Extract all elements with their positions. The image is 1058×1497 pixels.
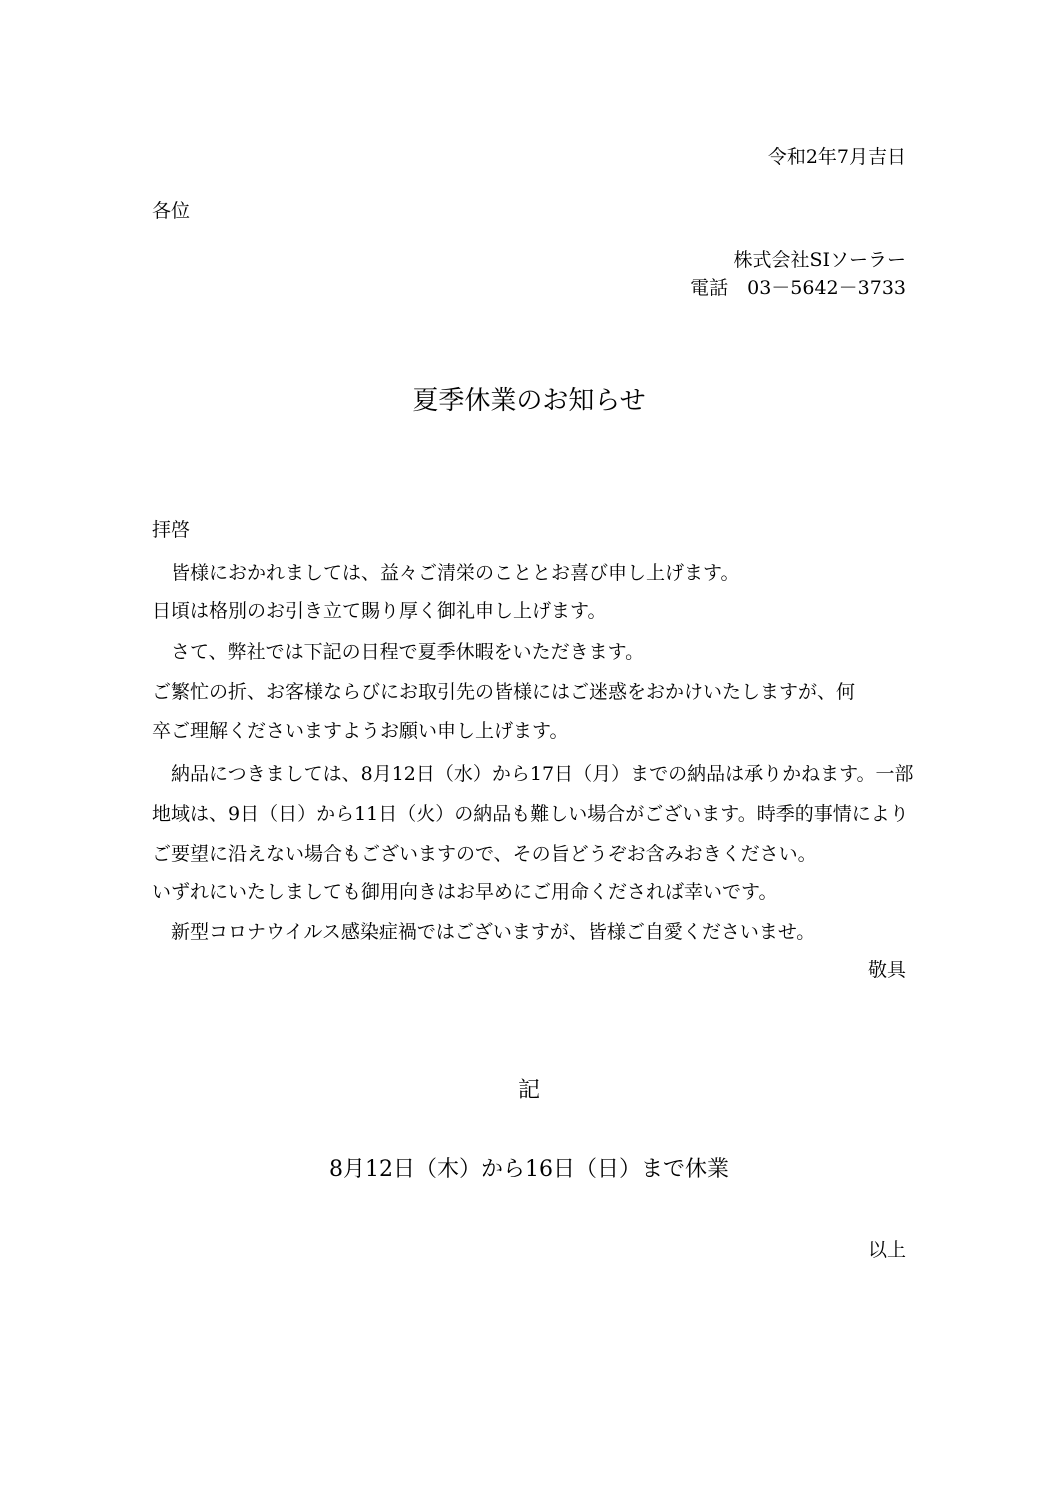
record-heading: 記 [517,1078,540,1103]
body-line: 皆様におかれましては、益々ご清栄のこととお喜び申し上げます。 [152,562,740,584]
body-line: 納品につきましては、8月12日（水）から17日（月）までの納品は承りかねます。一部 [152,763,914,785]
company-name: 株式会社SIソーラー [733,249,906,271]
body-line: 地域は、9日（日）から11日（火）の納品も難しい場合がございます。時季的事情により [152,803,909,825]
recipient: 各位 [152,200,191,222]
document-date: 令和2年7月吉日 [767,146,906,168]
body-line: いずれにいたしましても御用向きはお早めにご用命くだされば幸いです。 [152,881,778,903]
body-line: 卒ご理解くださいますようお願い申し上げます。 [152,720,569,742]
body-line: 新型コロナウイルス感染症禍ではございますが、皆様ご自愛くださいませ。 [152,921,816,943]
body-line: 日頃は格別のお引き立て賜り厚く御礼申し上げます。 [152,600,607,622]
end-mark: 以上 [867,1239,906,1261]
body-line: ご要望に沿えない場合もございますので、その旨どうぞお含みおきください。 [152,843,817,865]
body-line: さて、弊社では下記の日程で夏季休暇をいただきます。 [152,641,645,663]
holiday-schedule: 8月12日（木）から16日（日）まで休業 [329,1157,729,1182]
body-line: ご繁忙の折、お客様ならびにお取引先の皆様にはご迷惑をおかけいたしますが、何 [152,681,856,703]
page-title: 夏季休業のお知らせ [412,386,646,416]
salutation: 拝啓 [152,519,191,541]
closing: 敬具 [867,959,906,981]
phone-number: 電話 03－5642－3733 [690,277,906,299]
